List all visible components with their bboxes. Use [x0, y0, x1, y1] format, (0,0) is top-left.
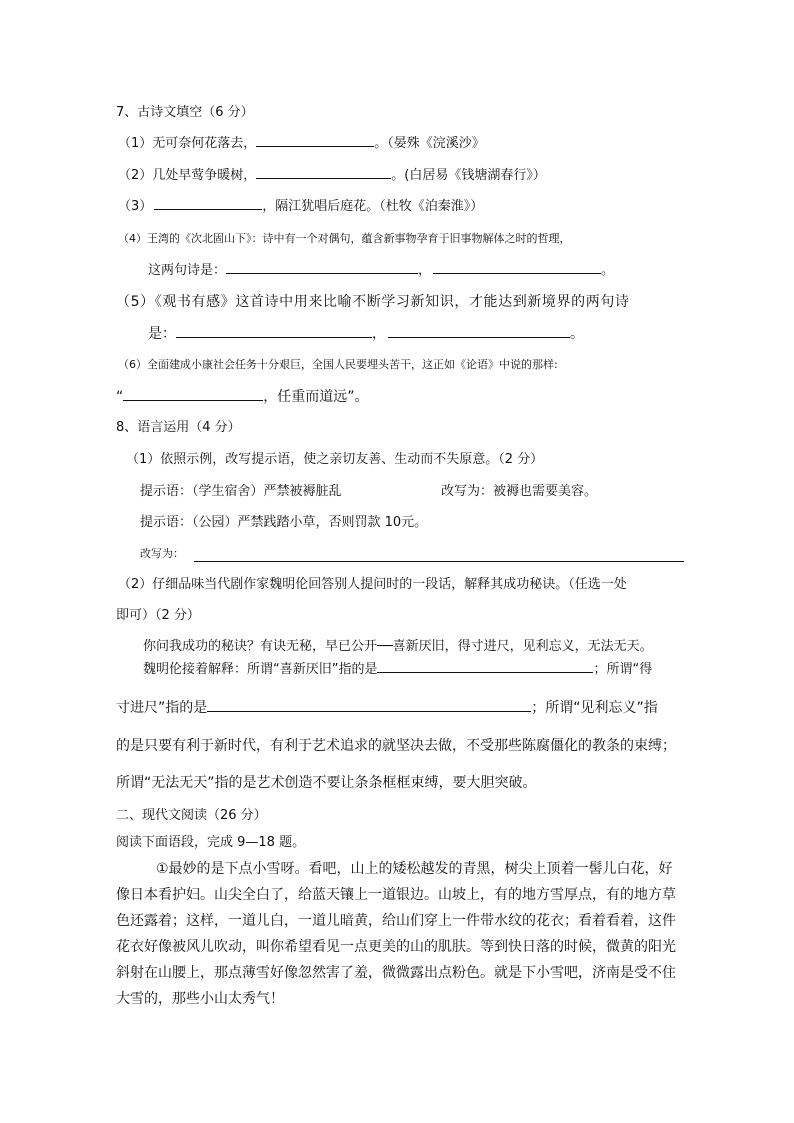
open-quote: “ [116, 389, 124, 405]
answer-blank[interactable] [433, 272, 601, 274]
rewrite-label: 改写为： [140, 547, 184, 560]
item-number: （6） [118, 358, 147, 371]
answer-prompt: 是： [148, 326, 176, 342]
q7-title: 7、古诗文填空（6 分） [116, 105, 254, 120]
q7-item5 [116, 295, 630, 309]
passage-line: 大雪的，那些小山太秀气！ [116, 991, 284, 1007]
answer-blank[interactable] [377, 671, 593, 673]
q7-item1 [118, 137, 485, 150]
answer-blank[interactable] [123, 399, 263, 401]
item-number: （5） [116, 294, 155, 310]
explain-text: ；所谓“见利忘义”指 [531, 700, 658, 716]
q8-explain-row4: 所谓“无法无天”指的是艺术创造不要让条条框框束缚，要大胆突破。 [116, 775, 537, 791]
rewrite-answer-line[interactable] [194, 560, 684, 562]
q8-rewrite-row [140, 548, 184, 559]
q7-item6 [118, 359, 558, 370]
q7-item5-answer [148, 327, 584, 341]
answer-blank[interactable] [207, 710, 531, 712]
item-source: 。（晏殊《浣溪沙》 [374, 136, 485, 151]
passage-line: 花衣好像被风儿吹动，叫你希望看见一点更美的山的肌肤。等到快日落的时候，微黄的阳光 [116, 939, 676, 955]
explain-text: ；所谓“得 [593, 662, 653, 677]
item-text: 全面建成小康社会任务十分艰巨，全国人民要埋头苦干，这正如《论语》中说的那样: [147, 358, 558, 371]
q8-explain-row2 [116, 701, 658, 715]
q8-quote: 你问我成功的秘诀？有诀无秘，早已公开──喜新厌旧，得寸进尺，见利忘义，无法无天。 [143, 639, 653, 654]
answer-blank[interactable] [154, 208, 262, 210]
passage-line: 斜射在山腰上，那点薄雪好像忽然害了羞，微微露出点粉色。就是下小雪吧，济南是受不住 [116, 965, 676, 981]
explain-text: 魏明伦接着解释：所谓“喜新厌旧”指的是 [143, 662, 378, 677]
q8-sub1-instruction: （1）依照示例，改写提示语，使之亲切友善、生动而不失原意。（2 分） [126, 452, 544, 467]
q7-item4 [118, 233, 571, 244]
q8-task-prompt: 提示语：（公园）严禁践踏小草，否则罚款 10元。 [140, 515, 428, 530]
q7-item3 [118, 200, 483, 213]
item-text: ，隔江犹唱后庭花。（杜牧《泊秦淮》） [262, 199, 484, 214]
q7-item4-answer [148, 264, 614, 277]
q8-sub2-line2: 即可）（2 分） [116, 608, 200, 623]
item-number: （3） [118, 199, 153, 214]
passage-line: 像日本看护妇。山尖全白了，给蓝天镶上一道银边。山坡上，有的地方雪厚点，有的地方草 [116, 887, 676, 903]
item-source: 。(白居易《钱塘湖春行》） [391, 168, 546, 183]
answer-prompt: 这两句诗是： [148, 263, 227, 278]
explain-text: 寸进尺”指的是 [116, 700, 208, 716]
answer-blank[interactable] [256, 177, 391, 179]
passage-line: ①最妙的是下点小雪呀。看吧，山上的矮松越发的青黑，树尖上顶着一髻儿白花，好 [156, 861, 673, 877]
item-text: ，任重而道远”。 [263, 389, 369, 405]
reading-passage [116, 856, 696, 1012]
q8-example-prompt: 提示语：（学生宿舍）严禁被褥脏乱 [140, 484, 342, 499]
item-text: 王湾的《次北固山下》：诗中有一个对偶句，蕴含新事物孕育于旧事物解体之时的哲理， [147, 232, 571, 245]
passage-line: 色还露着；这样，一道儿白，一道儿暗黄，给山们穿上一件带水纹的花衣；看着看着，这件 [116, 913, 676, 929]
q8-explain-row1 [143, 663, 652, 676]
item-number: （4） [118, 232, 147, 245]
end-mark: 。 [601, 263, 615, 278]
end-mark: 。 [570, 326, 584, 342]
separator: ， [418, 263, 432, 278]
item-text: 几处早莺争暖树， [152, 168, 257, 183]
q7-item6-answer [116, 390, 369, 404]
item-number: （2） [118, 168, 153, 183]
separator: ， [372, 326, 386, 342]
q8-sub2-line1: （2）仔细品味当代剧作家魏明伦回答别人提问时的一段话，解释其成功秘诀。（任选一处 [118, 577, 627, 592]
answer-blank[interactable] [176, 336, 372, 338]
answer-blank[interactable] [256, 145, 374, 147]
q7-item2 [118, 169, 546, 182]
q8-title: 8、语言运用（4 分） [116, 420, 241, 435]
item-text: 无可奈何花落去， [152, 136, 257, 151]
section2-instruction: 阅读下面语段，完成 9—18 题。 [116, 835, 306, 850]
answer-blank[interactable] [226, 272, 418, 274]
q8-explain-row3: 的是只要有利于新时代，有利于艺术追求的就坚决去做，不受那些陈腐僵化的教条的束缚； [116, 738, 676, 754]
item-text: 《观书有感》这首诗中用来比喻不断学习新知识，才能达到新境界的两句诗 [154, 294, 630, 310]
answer-blank[interactable] [388, 336, 570, 338]
q8-example-rewrite: 改写为：被褥也需要美容。 [441, 484, 598, 499]
section2-title: 二、现代文阅读（26 分） [116, 808, 267, 823]
item-number: （1） [118, 136, 153, 151]
